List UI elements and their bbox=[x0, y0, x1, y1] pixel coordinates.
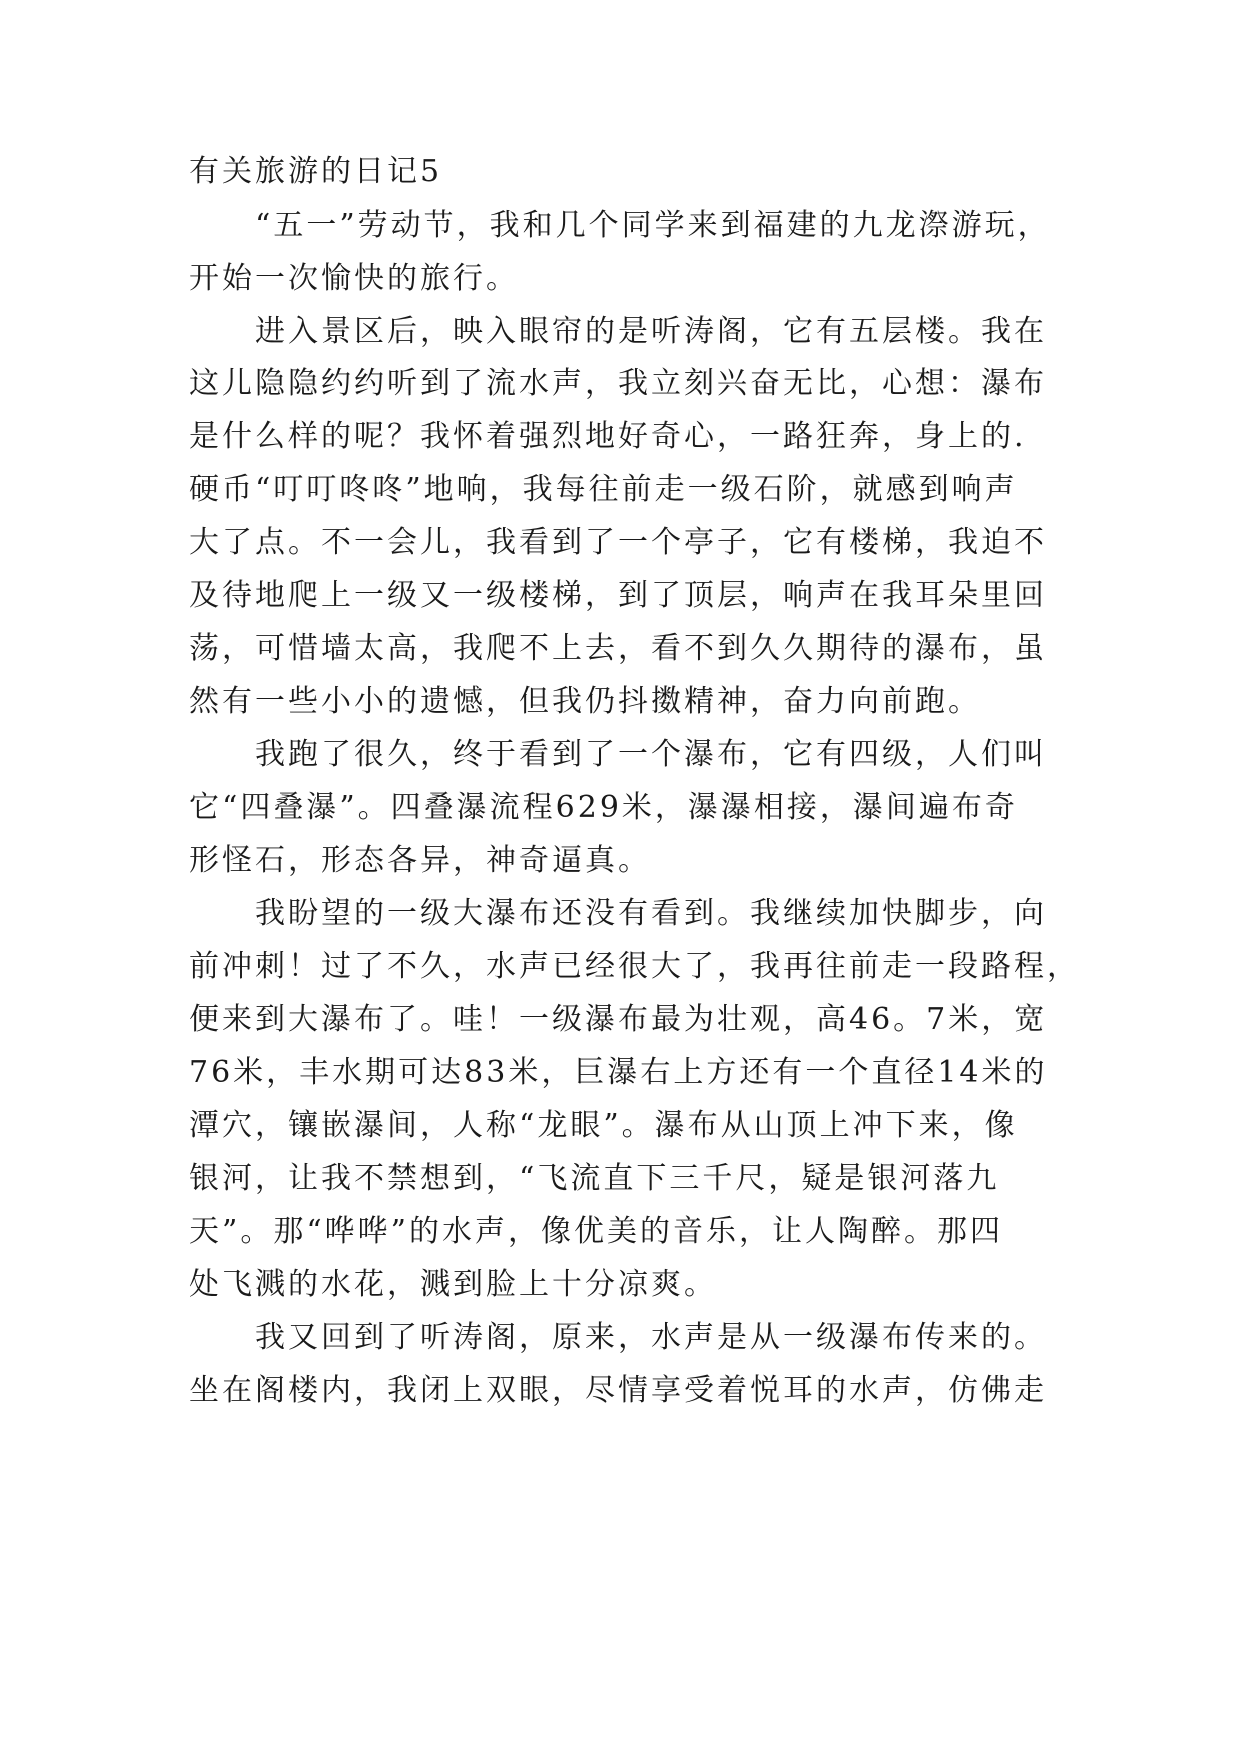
text-line: 这儿隐隐约约听到了流水声，我立刻兴奋无比，心想：瀑布 bbox=[189, 366, 1047, 401]
text-line: 形怪石，形态各异，神奇逼真。 bbox=[189, 843, 651, 878]
text-line: 前冲刺！过了不久，水声已经很大了，我再往前走一段路程， bbox=[189, 949, 1080, 984]
text-line: 我盼望的一级大瀑布还没有看到。我继续加快脚步，向 bbox=[255, 896, 1047, 931]
text-line: 银河，让我不禁想到，“飞流直下三千尺，疑是银河落九 bbox=[189, 1161, 1000, 1196]
text-line: 是什么样的呢？我怀着强烈地好奇心，一路狂奔，身上的. bbox=[189, 419, 1027, 454]
text-line: 我跑了很久，终于看到了一个瀑布，它有四级，人们叫 bbox=[255, 737, 1047, 772]
text-line: 坐在阁楼内，我闭上双眼，尽情享受着悦耳的水声，仿佛走 bbox=[189, 1373, 1047, 1408]
text-line: 然有一些小小的遗憾，但我仍抖擞精神，奋力向前跑。 bbox=[189, 684, 981, 719]
text-line: 硬币“叮叮咚咚”地响，我每往前走一级石阶，就感到响声 bbox=[189, 472, 1018, 507]
text-line: 荡，可惜墙太高，我爬不上去，看不到久久期待的瀑布，虽 bbox=[189, 631, 1047, 666]
text-line: 开始一次愉快的旅行。 bbox=[189, 261, 519, 296]
text-line: 便来到大瀑布了。哇！一级瀑布最为壮观，高46。7米，宽 bbox=[189, 1002, 1048, 1037]
document-title: 有关旅游的日记5 bbox=[189, 154, 443, 189]
text-line: 及待地爬上一级又一级楼梯，到了顶层，响声在我耳朵里回 bbox=[189, 578, 1047, 613]
text-line: “五一”劳动节，我和几个同学来到福建的九龙漈游玩， bbox=[255, 208, 1051, 243]
text-line: 潭穴，镶嵌瀑间，人称“龙眼”。瀑布从山顶上冲下来，像 bbox=[189, 1108, 1018, 1143]
text-line: 处飞溅的水花，溅到脸上十分凉爽。 bbox=[189, 1267, 717, 1302]
text-line: 我又回到了听涛阁，原来，水声是从一级瀑布传来的。 bbox=[255, 1320, 1047, 1355]
text-line: 76米，丰水期可达83米，巨瀑右上方还有一个直径14米的 bbox=[189, 1055, 1048, 1090]
text-line: 大了点。不一会儿，我看到了一个亭子，它有楼梯，我迫不 bbox=[189, 525, 1047, 560]
text-line: 它“四叠瀑”。四叠瀑流程629米，瀑瀑相接，瀑间遍布奇 bbox=[189, 790, 1018, 825]
text-line: 天”。那“哗哗”的水声，像优美的音乐，让人陶醉。那四 bbox=[189, 1214, 1004, 1249]
text-line: 进入景区后，映入眼帘的是听涛阁，它有五层楼。我在 bbox=[255, 314, 1047, 349]
